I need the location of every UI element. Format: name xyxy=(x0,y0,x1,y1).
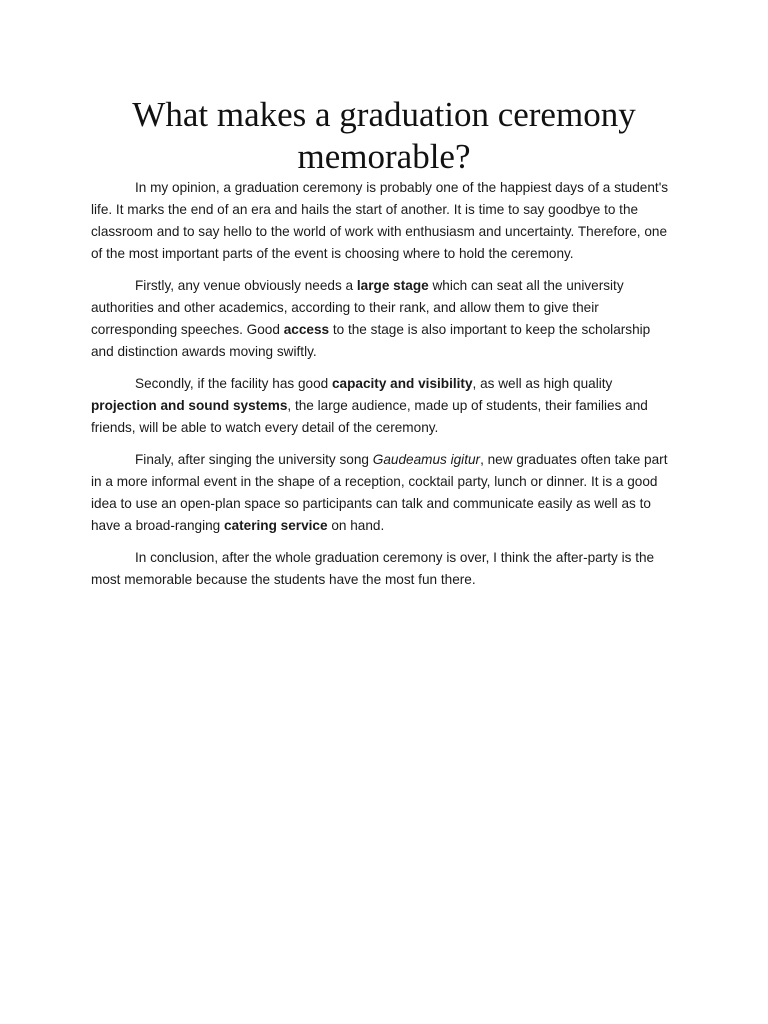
text-run: , new graduates often take part in a more informal event in the shape of a reception, cocktail party, lunch or dinner. It is a good idea to use an open-plan space so participants can talk and communicate easily as well as to have a broad-ranging xyxy=(91,452,668,533)
text-run: In conclusion, after the whole graduation ceremony is over, I think the after-party is the most memorable because the students have the most fun there. xyxy=(91,550,655,587)
text-run: to the stage is also important to keep the scholarship and distinction awards moving swiftly. xyxy=(91,322,651,359)
text-run: , the large audience, made up of students, their families and friends, will be able to watch every detail of the ceremony. xyxy=(91,398,648,435)
paragraph-4 xyxy=(91,449,673,537)
document-title xyxy=(0,94,768,178)
title-line-1: What makes a graduation ceremony xyxy=(132,95,636,134)
text-run: Finaly, after singing the university song xyxy=(135,452,373,467)
text-run: Firstly, any venue obviously needs a xyxy=(135,278,357,293)
paragraph-1 xyxy=(91,177,673,265)
text-run: which can seat all the university authorities and other academics, according to their rank, and allow them to give their corresponding speeches. Good xyxy=(91,278,624,337)
bold-text: catering service xyxy=(224,518,328,533)
text-run: , as well as high quality xyxy=(472,376,613,391)
bold-text: capacity and visibility xyxy=(331,376,473,391)
paragraph-5 xyxy=(91,547,673,591)
text-run: Secondly, if the facility has good xyxy=(135,376,332,391)
paragraph-2 xyxy=(91,275,673,363)
bold-text: projection and sound systems xyxy=(91,398,288,413)
bold-text: large stage xyxy=(356,278,429,293)
text-run: on hand. xyxy=(327,518,385,533)
italic-text: Gaudeamus igitur xyxy=(372,452,481,467)
title-line-2: memorable? xyxy=(297,137,471,176)
document-body xyxy=(91,177,673,601)
paragraph-3 xyxy=(91,373,673,439)
text-run: In my opinion, a graduation ceremony is probably one of the happiest days of a student's life. It marks the end of an era and hails the start of another. It is time to say goodbye to the classroom and to say hello to the world of work with enthusiasm and uncertainty. Therefore, one of the most important parts of the event is choosing where to hold the ceremony. xyxy=(91,180,669,261)
bold-text: access xyxy=(283,322,330,337)
